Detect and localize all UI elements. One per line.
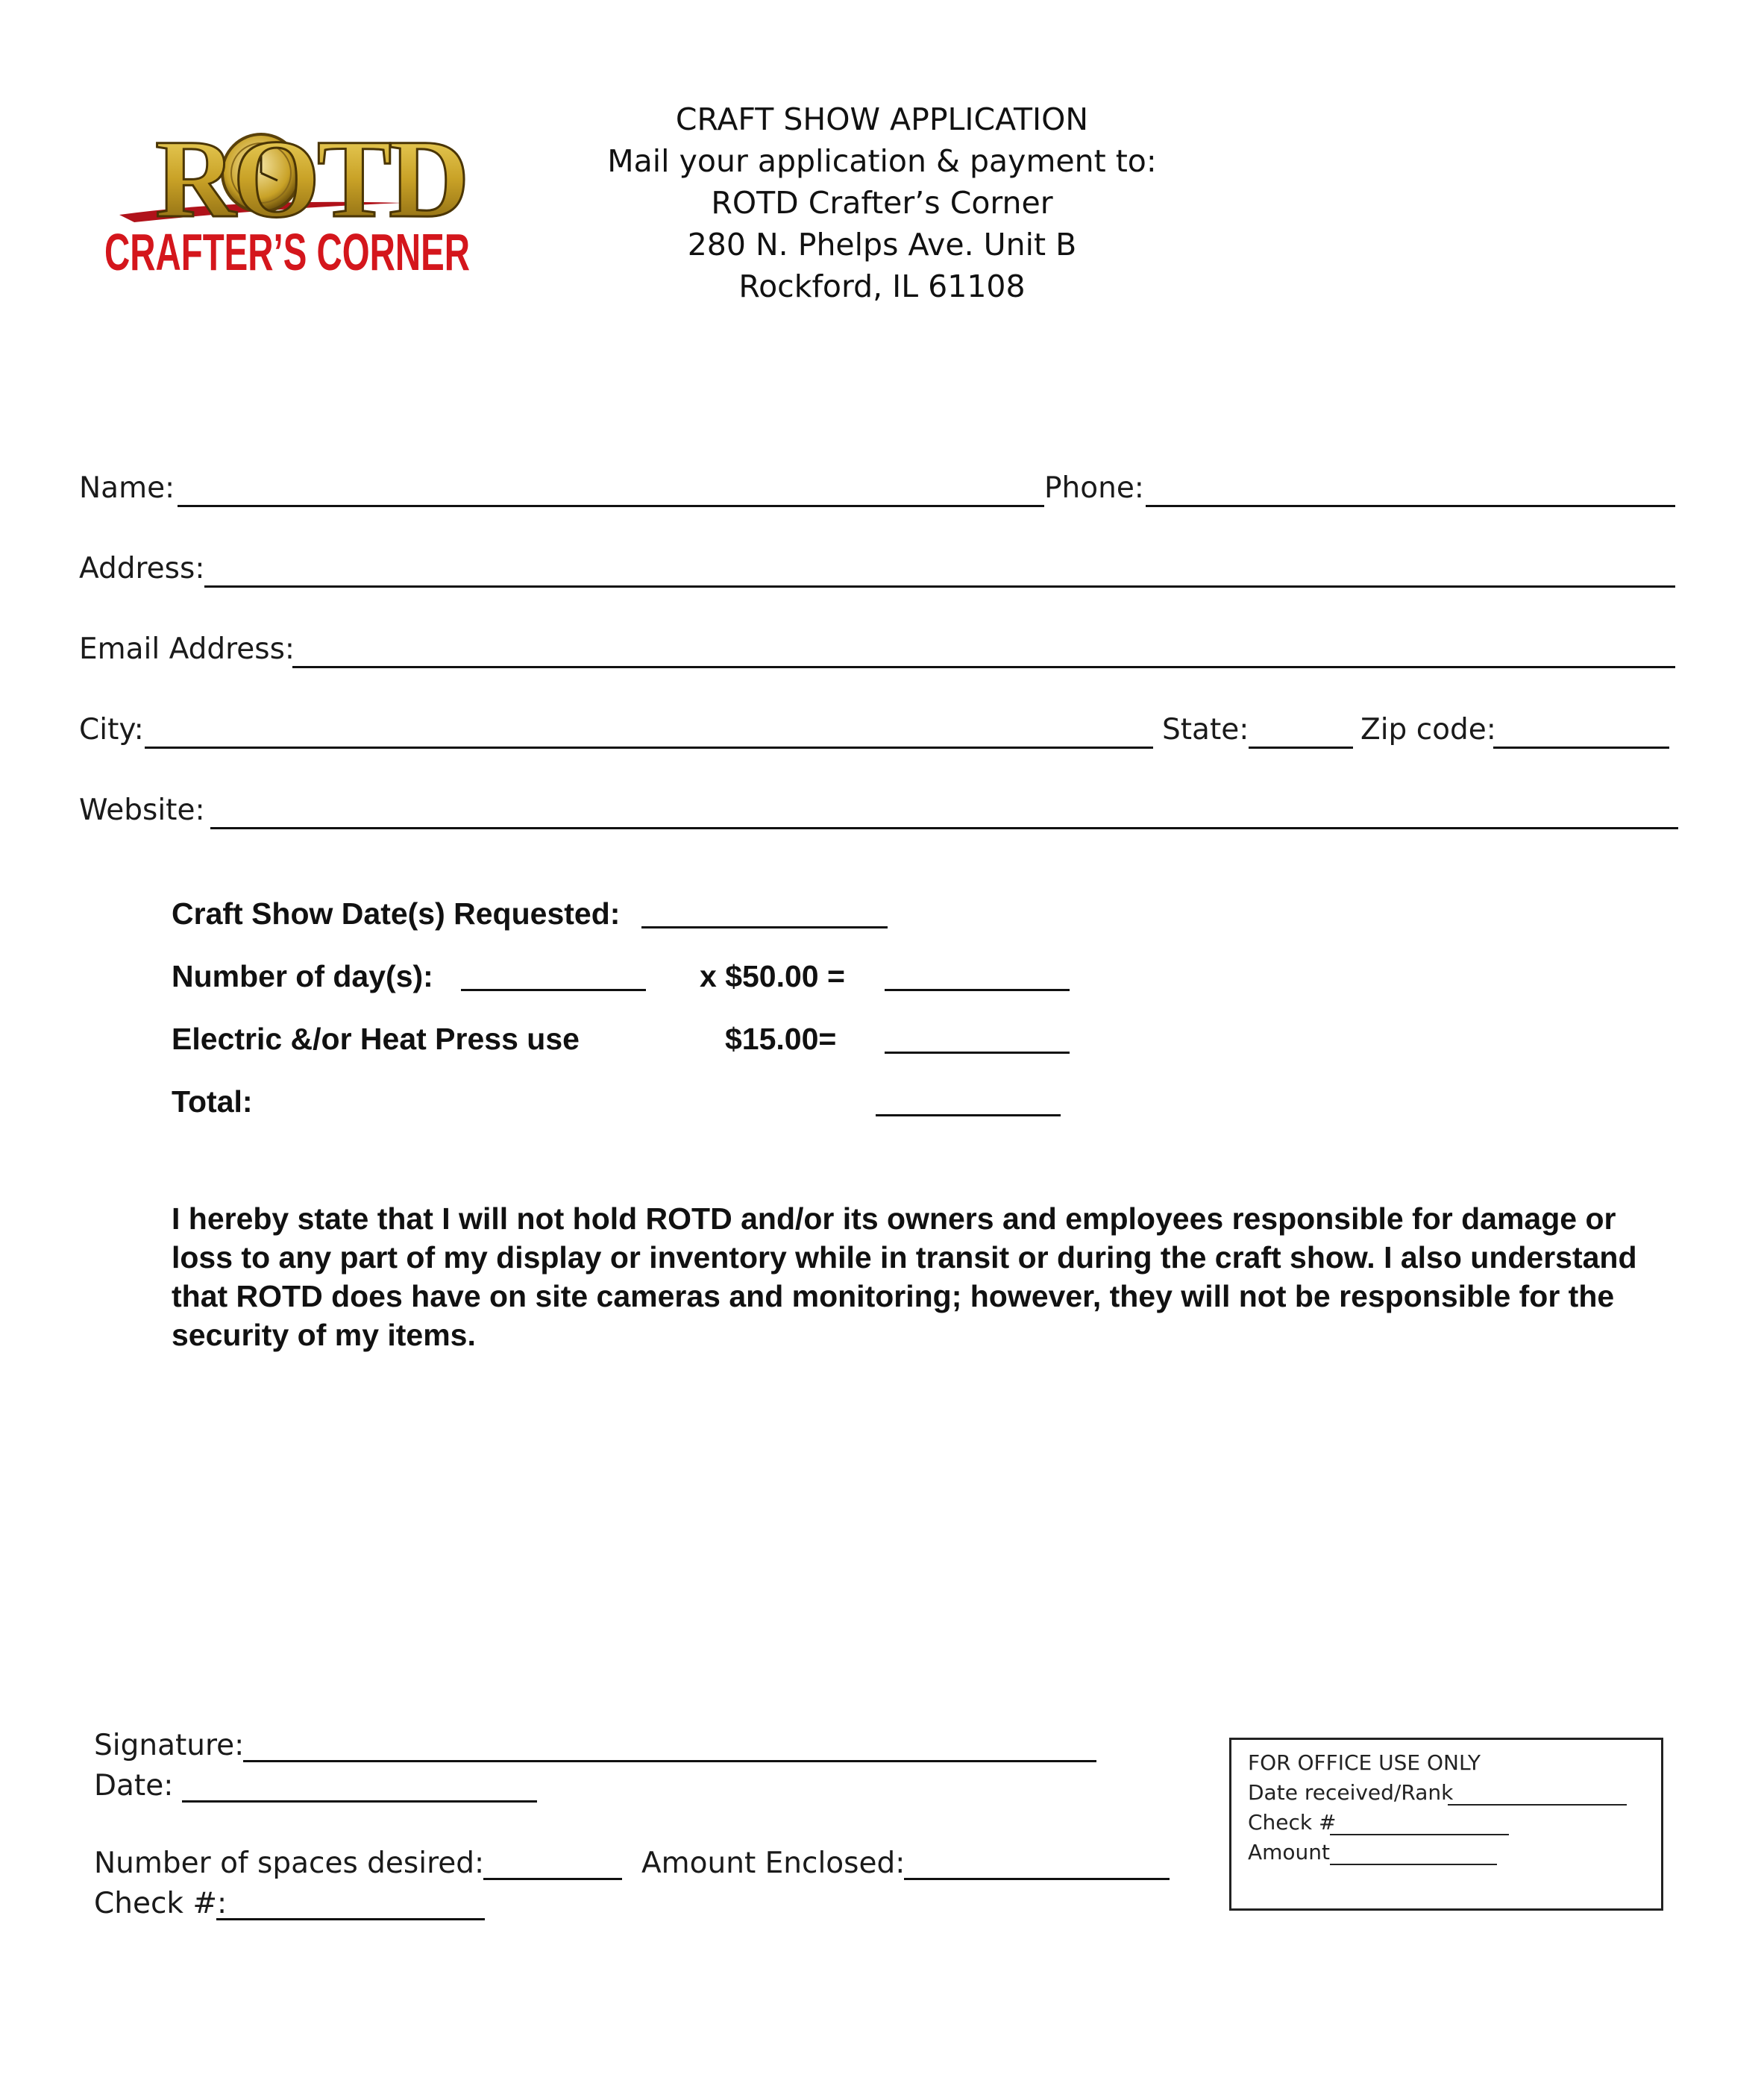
office-date-received-field[interactable] <box>1448 1804 1627 1806</box>
email-field[interactable] <box>292 666 1675 668</box>
address-label: Address: <box>79 552 205 585</box>
logo-monogram: ROTD <box>155 117 467 241</box>
total-label: Total: <box>172 1084 253 1119</box>
zip-field[interactable] <box>1493 747 1669 749</box>
email-label: Email Address: <box>79 632 295 666</box>
office-amount-label: Amount <box>1248 1840 1331 1864</box>
amount-enclosed-field[interactable] <box>904 1878 1170 1880</box>
check-field[interactable] <box>216 1918 485 1920</box>
city-label: City: <box>79 713 144 747</box>
date-field[interactable] <box>182 1800 537 1803</box>
website-label: Website: <box>79 794 205 827</box>
date-label: Date: <box>94 1769 174 1803</box>
electric-rate-label: $15.00= <box>725 1022 837 1056</box>
name-label: Name: <box>79 471 175 505</box>
city-field[interactable] <box>145 747 1153 749</box>
logo-tagline: CRAFTER’S CORNER <box>104 223 470 281</box>
dates-requested-field[interactable] <box>641 926 888 928</box>
total-field[interactable] <box>876 1114 1061 1116</box>
liability-disclaimer: I hereby state that I will not hold ROTD and/or its owners and employees responsible for damage or loss to any part of my display or inventory while in transit or during the craft show. I also understand that ROTD does have on site cameras and monitoring; however, they will not be responsible for the security of my items. <box>172 1201 1637 1352</box>
check-label: Check #: <box>94 1887 227 1920</box>
office-use-box <box>1229 1738 1663 1911</box>
address-field[interactable] <box>204 585 1675 588</box>
electric-subtotal-field[interactable] <box>885 1052 1070 1054</box>
state-field[interactable] <box>1249 747 1353 749</box>
zip-label: Zip code: <box>1360 713 1496 747</box>
phone-field[interactable] <box>1146 505 1675 507</box>
num-days-label: Number of day(s): <box>172 959 433 993</box>
office-date-received-label: Date received/Rank <box>1248 1780 1454 1805</box>
org-street: 280 N. Phelps Ave. Unit B <box>687 227 1077 263</box>
amount-enclosed-label: Amount Enclosed: <box>641 1847 905 1880</box>
org-name: ROTD Crafter’s Corner <box>711 185 1053 221</box>
electric-label: Electric &/or Heat Press use <box>172 1022 580 1056</box>
phone-label: Phone: <box>1044 471 1144 505</box>
signature-label: Signature: <box>94 1729 245 1762</box>
mail-instruction: Mail your application & payment to: <box>607 143 1157 179</box>
office-check-field[interactable] <box>1330 1834 1509 1835</box>
spaces-field[interactable] <box>483 1878 622 1880</box>
name-field[interactable] <box>178 505 1044 507</box>
spaces-label: Number of spaces desired: <box>94 1847 485 1880</box>
days-subtotal-field[interactable] <box>885 989 1070 991</box>
website-field[interactable] <box>210 827 1678 829</box>
dates-requested-label: Craft Show Date(s) Requested: <box>172 896 621 931</box>
org-city-state-zip: Rockford, IL 61108 <box>738 268 1026 304</box>
office-check-label: Check # <box>1248 1810 1337 1835</box>
office-amount-field[interactable] <box>1330 1864 1497 1865</box>
page-title: CRAFT SHOW APPLICATION <box>675 101 1089 137</box>
signature-field[interactable] <box>243 1760 1096 1762</box>
state-label: State: <box>1162 713 1249 747</box>
num-days-field[interactable] <box>461 989 646 991</box>
office-use-title: FOR OFFICE USE ONLY <box>1248 1750 1481 1775</box>
per-day-rate-label: x $50.00 = <box>700 959 845 993</box>
